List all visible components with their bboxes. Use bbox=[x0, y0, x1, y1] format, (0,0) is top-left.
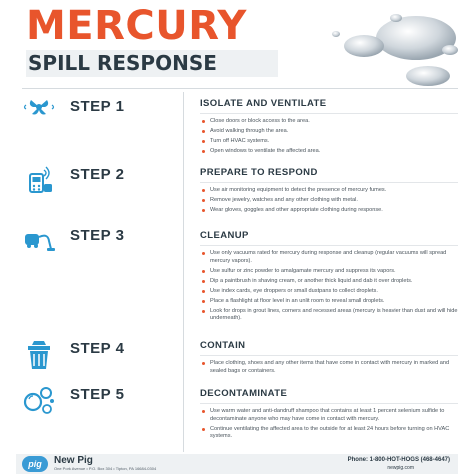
list-item: Place a flashlight at floor level in an unlit room to reveal small droplets. bbox=[200, 298, 458, 306]
step-1-bullets bbox=[200, 118, 458, 156]
waste-container-icon bbox=[22, 338, 56, 372]
list-item: Use air monitoring equipment to detect the presence of mercury fumes. bbox=[200, 187, 458, 195]
step-3-label: STEP 3 bbox=[70, 227, 125, 244]
website-link[interactable]: newpig.com bbox=[387, 465, 414, 471]
list-item: Look for drops in grout lines, corners and recessed areas (mercury is heavier than dust and will hide underneath). bbox=[200, 308, 458, 323]
list-item: Avoid walking through the area. bbox=[200, 128, 458, 136]
list-item: Continue ventilating the affected area to the outside for at least 24 hours before turning on HVAC systems. bbox=[200, 426, 458, 441]
list-item: Close doors or block access to the area. bbox=[200, 118, 458, 126]
step-5-heading: DECONTAMINATE bbox=[200, 388, 458, 404]
step-4-label: STEP 4 bbox=[70, 340, 125, 357]
column-divider bbox=[183, 92, 184, 452]
step-1-label: STEP 1 bbox=[70, 98, 125, 115]
step-4-bullets bbox=[200, 360, 458, 375]
bubbles-decontaminate-icon bbox=[22, 384, 56, 418]
header-divider bbox=[22, 88, 458, 89]
list-item: Dip a paintbrush in shaving cream, or another thick liquid and dab it over droplets. bbox=[200, 278, 458, 286]
page-subtitle: SPILL RESPONSE bbox=[26, 50, 278, 77]
step-5-bullets bbox=[200, 408, 458, 441]
list-item: Open windows to ventilate the affected area. bbox=[200, 148, 458, 156]
list-item: Remove jewelry, watches and any other clothing with metal. bbox=[200, 197, 458, 205]
step-1-content bbox=[200, 98, 458, 158]
new-pig-logo: pig bbox=[22, 456, 48, 472]
footer bbox=[16, 454, 458, 474]
step-2-label: STEP 2 bbox=[70, 166, 125, 183]
air-monitor-icon bbox=[22, 164, 56, 198]
step-3-content bbox=[200, 230, 458, 325]
step-5-label: STEP 5 bbox=[70, 386, 125, 403]
company-address: One Pork Avenue • P.O. Box 304 • Tipton, PA 16684-0304 bbox=[54, 466, 157, 471]
vacuum-icon bbox=[22, 225, 56, 259]
brand-name: New Pig bbox=[54, 455, 93, 466]
page-title: MERCURY bbox=[26, 3, 247, 49]
list-item: Wear gloves, goggles and other appropriate clothing during response. bbox=[200, 207, 458, 215]
step-2-heading: PREPARE TO RESPOND bbox=[200, 167, 458, 183]
list-item: Use warm water and anti-dandruff shampoo that contains at least 1 percent selenium sulfide to decontaminate anyone who may have come in contact with mercury. bbox=[200, 408, 458, 423]
mercury-droplets-icon bbox=[316, 10, 458, 90]
list-item: Turn off HVAC systems. bbox=[200, 138, 458, 146]
list-item: Place clothing, shoes and any other items that have come in contact with mercury in marked and sealed bags or containers. bbox=[200, 360, 458, 375]
step-4-content bbox=[200, 340, 458, 378]
list-item: Use only vacuums rated for mercury during response and cleanup (regular vacuums will spread mercury vapors). bbox=[200, 250, 458, 265]
step-3-bullets bbox=[200, 250, 458, 323]
step-5-content bbox=[200, 388, 458, 443]
step-4-heading: CONTAIN bbox=[200, 340, 458, 356]
phone-number: Phone: 1-800-HOT-HOGS (468-4647) bbox=[347, 457, 450, 463]
list-item: Use index cards, eye droppers or small dustpans to collect droplets. bbox=[200, 288, 458, 296]
step-3-heading: CLEANUP bbox=[200, 230, 458, 246]
fan-ventilation-icon bbox=[22, 96, 56, 130]
step-1-heading: ISOLATE AND VENTILATE bbox=[200, 98, 458, 114]
step-2-content bbox=[200, 167, 458, 217]
step-2-bullets bbox=[200, 187, 458, 215]
list-item: Use sulfur or zinc powder to amalgamate mercury and suppress its vapors. bbox=[200, 268, 458, 276]
spill-response-sheet bbox=[16, 0, 458, 474]
